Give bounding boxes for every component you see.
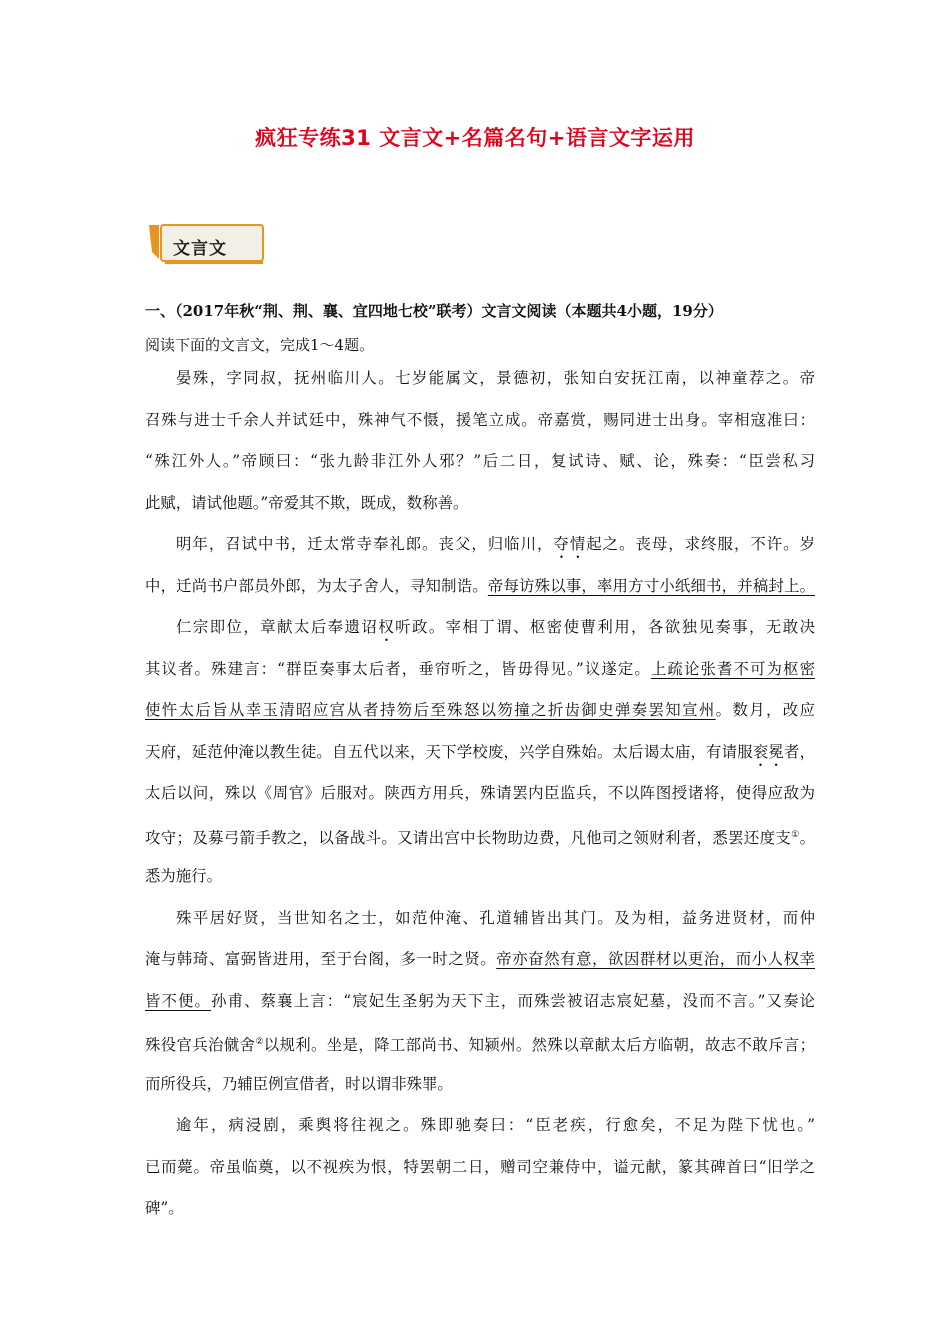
emphasis-word: 权: [378, 618, 396, 636]
text-line: 中，迁尚书户部员外郎，为太子舍人，寻知制诰。帝每访殊以事，率用方寸小纸细书，并稿封上。: [145, 576, 815, 595]
underlined-sentence: 使忤太后旨从幸玉清昭应宫从者持笏后至殊怒以: [145, 701, 498, 719]
question-instruction: 阅读下面的文言文，完成1～4题。: [145, 336, 375, 354]
text-line: 淹与韩琦、富弼皆进用，至于台阁，多一时之贤。帝亦奋然有意，欲因群材以更治，而小人权幸: [145, 950, 815, 968]
question-header: 一、（2017年秋“荆、荆、襄、宜四地七校”联考）文言文阅读（本题共4小题，19分）: [145, 302, 723, 320]
text-line: 攻守；及募弓箭手教之，以备战斗。又请出宫中长物助边费，凡他司之领财利者，悉罢还度支①。: [145, 828, 815, 847]
paragraph-3: [145, 617, 815, 908]
underlined-sentence: 帝亦奋然有意，欲因群材以更治，而小人权幸: [496, 950, 815, 968]
page-title: 疯狂专练31 文言文+名篇名句+语言文字运用: [255, 126, 695, 150]
paragraph-1: [145, 368, 815, 534]
text-line: “殊江外人。”帝顾曰：“张九龄非江外人邪？”后二日，复试诗、赋、论，殊奏：“臣尝私习: [145, 452, 815, 470]
paragraph-5: [145, 1115, 815, 1240]
text-line: 召殊与进士千余人并试廷中，殊神气不慑，援笔立成。帝嘉赏，赐同进士出身。宰相寇准曰：: [145, 410, 815, 429]
section-badge-label: 文言文: [173, 239, 227, 259]
text-line: 太后以问，殊以《周官》后服对。陕西方用兵，殊请罢内臣监兵，不以阵图授诸将，使得应敌为: [145, 784, 815, 802]
text-line: 天府，延范仲淹以教生徒。自五代以来，天下学校废，兴学自殊始。太后谒太庙，有请服衮冕者，: [145, 742, 815, 761]
text-line: 逾年，病浸剧，乘舆将往视之。殊即驰奏曰：“臣老疾，行愈矣，不足为陛下忧也。”: [176, 1116, 815, 1134]
paragraph-2: [145, 534, 815, 617]
underlined-sentence: 皆不便。: [145, 991, 212, 1010]
footnote-mark: ①: [791, 829, 800, 840]
text-line: 明年，召试中书，迁太常寺奉礼郎。丧父，归临川，夺情起之。丧母，求终服，不许。岁: [176, 535, 815, 553]
section-badge: [147, 222, 267, 266]
text-line: 殊平居好贤，当世知名之士，如范仲淹、孔道辅皆出其门。及为相，益务进贤材，而仲: [176, 908, 815, 927]
text-line: 使忤太后旨从幸玉清昭应宫从者持笏后至殊怒以笏撞之折齿御史弹奏罢知宣州。数月，改应: [145, 701, 815, 719]
text-line: 此赋，请试他题。”帝爱其不欺，既成，数称善。: [145, 493, 469, 512]
text-line: 已而薨。帝虽临奠，以不视疾为恨，特罢朝二日，赠司空兼侍中，谥元献，篆其碑首曰“旧学之: [145, 1157, 815, 1176]
passage: [145, 368, 815, 1240]
text-line: 其议者。殊建言：“群臣奏事太后者，垂帘听之，皆毋得见。”议遂定。上疏论张耆不可为枢密: [145, 659, 815, 678]
emphasis-word: 衮冕: [752, 742, 784, 761]
text-line: 仁宗即位，章献太后奉遗诏权听政。宰相丁谓、枢密使曹利用，各欲独见奏事，无敢决: [176, 618, 815, 636]
emphasis-word: 夺: [553, 535, 570, 553]
text-line: 碑”。: [145, 1199, 184, 1217]
text-line: 殊役官兵治僦舍②以规利。坐是，降工部尚书、知颍州。然殊以章献太后方临朝，故志不敢斥言；: [145, 1036, 815, 1055]
paragraph-4: [145, 908, 815, 1116]
text-line: 皆不便。孙甫、蔡襄上言：“宸妃生圣躬为天下主，而殊尝被诏志宸妃墓，没而不言。”又奏论: [145, 991, 815, 1010]
underlined-sentence: 笏撞之折齿御史弹奏罢知宣州: [497, 701, 716, 719]
underlined-sentence: 帝每访殊以事，率用方寸小纸细书，并稿封上。: [487, 576, 815, 595]
emphasis-word: 情: [569, 535, 587, 553]
underlined-sentence: 上疏论张耆不可为枢密: [650, 659, 815, 678]
footnote-mark: ②: [255, 1037, 264, 1047]
text-line: 悉为施行。: [145, 867, 222, 885]
text-line: 而所役兵，乃辅臣例宣借者，时以谓非殊罪。: [145, 1074, 453, 1093]
text-line: 晏殊，字同叔，抚州临川人。七岁能属文，景德初，张知白安抚江南，以神童荐之。帝: [176, 369, 815, 387]
